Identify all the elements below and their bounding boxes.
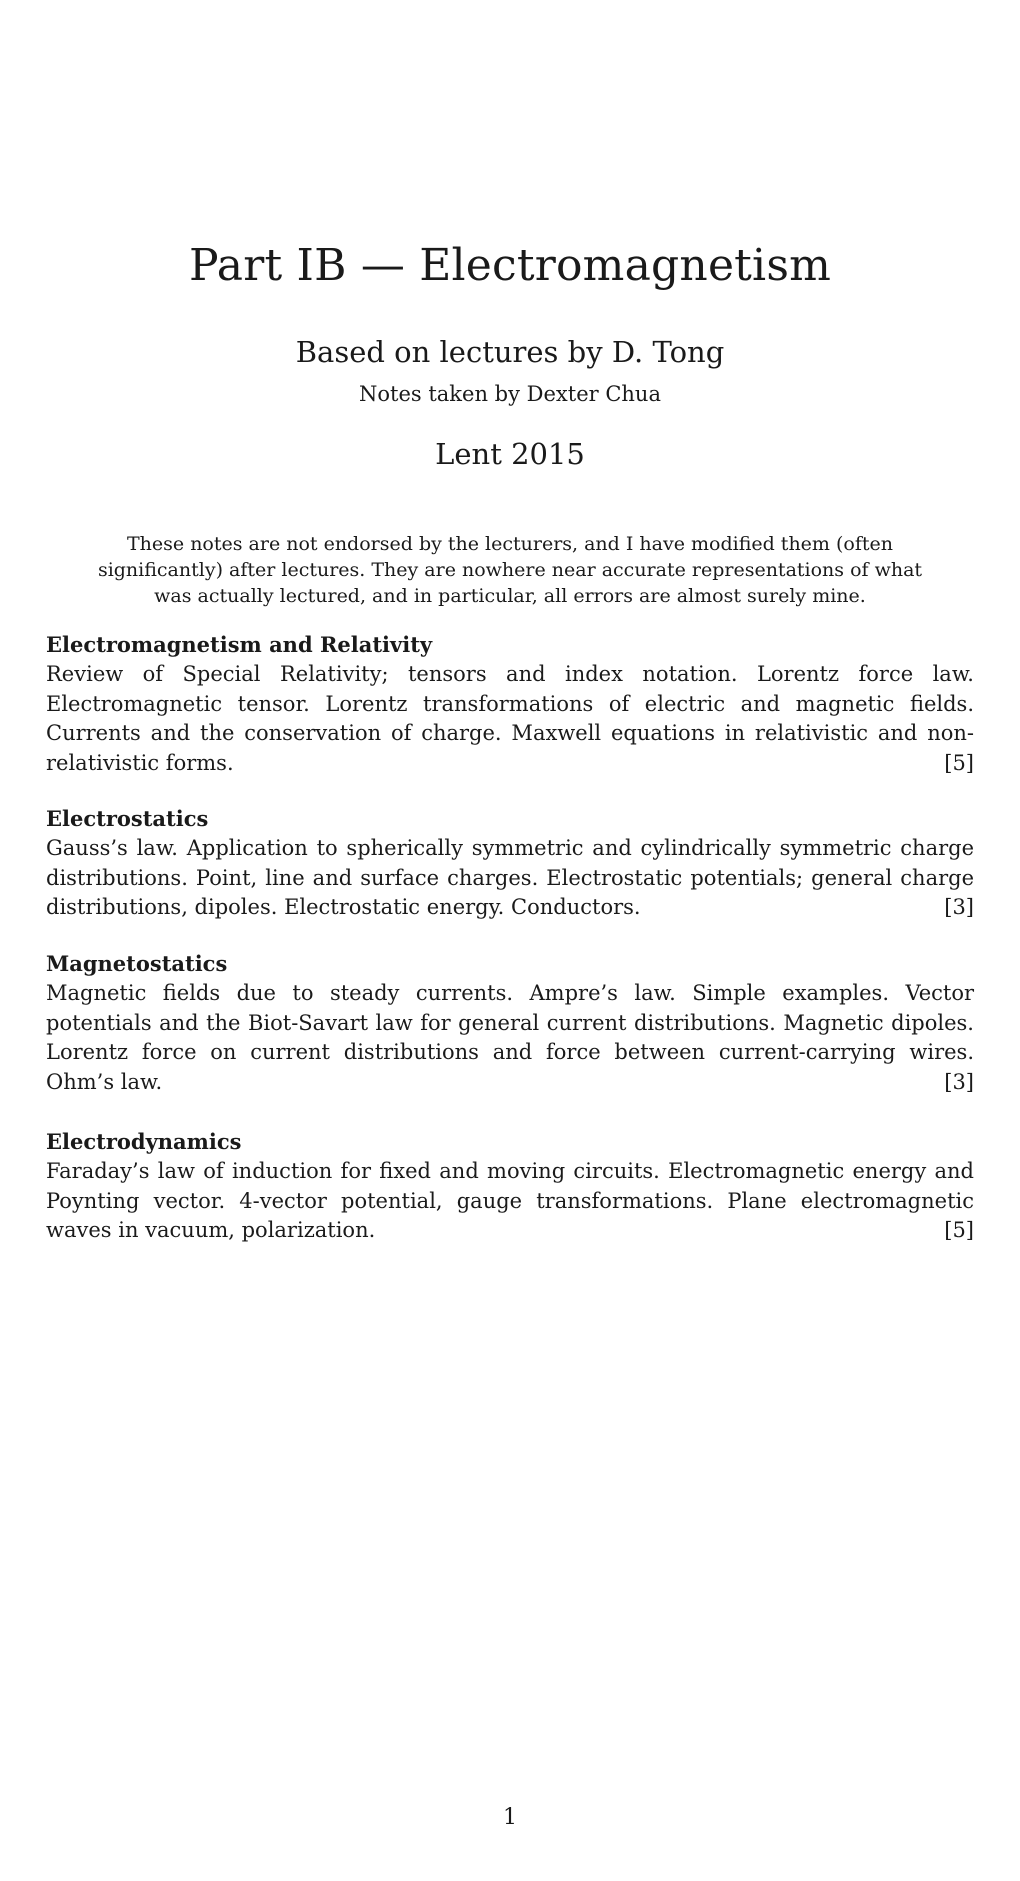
section-text: Review of Special Relativity; tensors and index notation. Lorentz force law. Electromagnetic tensor. Lorentz transformations of electric and magnetic fields. Currents and the conservation of charge. Maxwell equations in relativistic and non-relativistic forms. [46, 662, 974, 775]
section-body [46, 979, 974, 1097]
section-heading: Electromagnetism and Relativity [46, 632, 433, 657]
lecture-hours: [3] [944, 1069, 974, 1094]
section-heading: Magnetostatics [46, 951, 228, 976]
syllabus-section [46, 804, 974, 923]
lecture-hours: [5] [944, 750, 974, 775]
lecture-hours: [5] [944, 1218, 974, 1242]
section-text: Magnetic fields due to steady currents. Ampre’s law. Simple examples. Vector potentials and the Biot-Savart law for general current distributions. Magnetic dipoles. Lorentz force on current distributions and force between current-carrying wires. Ohm’s law. [46, 981, 974, 1094]
disclaimer-paragraph: These notes are not endorsed by the lecturers, and I have modified them (often significantly) after lectures. They are nowhere near accurate representations of what was actually lectured, and in particular, all errors are almost surely mine. [97, 533, 923, 607]
syllabus-section [46, 1127, 974, 1246]
section-body [46, 1157, 974, 1246]
document-title: Part IB — Electromagnetism [188, 240, 832, 291]
section-heading: Electrostatics [46, 806, 209, 831]
section-text: Gauss’s law. Application to spherically symmetric and cylindrically symmetric charge distributions. Point, line and surface charges. Electrostatic potentials; general charge distributions, dipoles. Electrostatic energy. Conductors. [46, 836, 974, 919]
section-text: Faraday’s law of induction for fixed and moving circuits. Electromagnetic energy and Poynting vector. 4-vector potential, gauge transformations. Plane electromagnetic waves in vacuum, polarization. [46, 1159, 974, 1242]
section-body [46, 660, 974, 778]
lecture-hours: [3] [944, 895, 974, 919]
lecturer-line: Based on lectures by D. Tong [295, 335, 725, 369]
syllabus-section [46, 949, 974, 1097]
section-heading: Electrodynamics [46, 1129, 242, 1154]
syllabus-section [46, 630, 974, 778]
notes-author-line: Notes taken by Dexter Chua [359, 382, 661, 406]
page-number: 1 [503, 1805, 517, 1830]
section-body [46, 834, 974, 923]
term-line: Lent 2015 [435, 437, 585, 471]
